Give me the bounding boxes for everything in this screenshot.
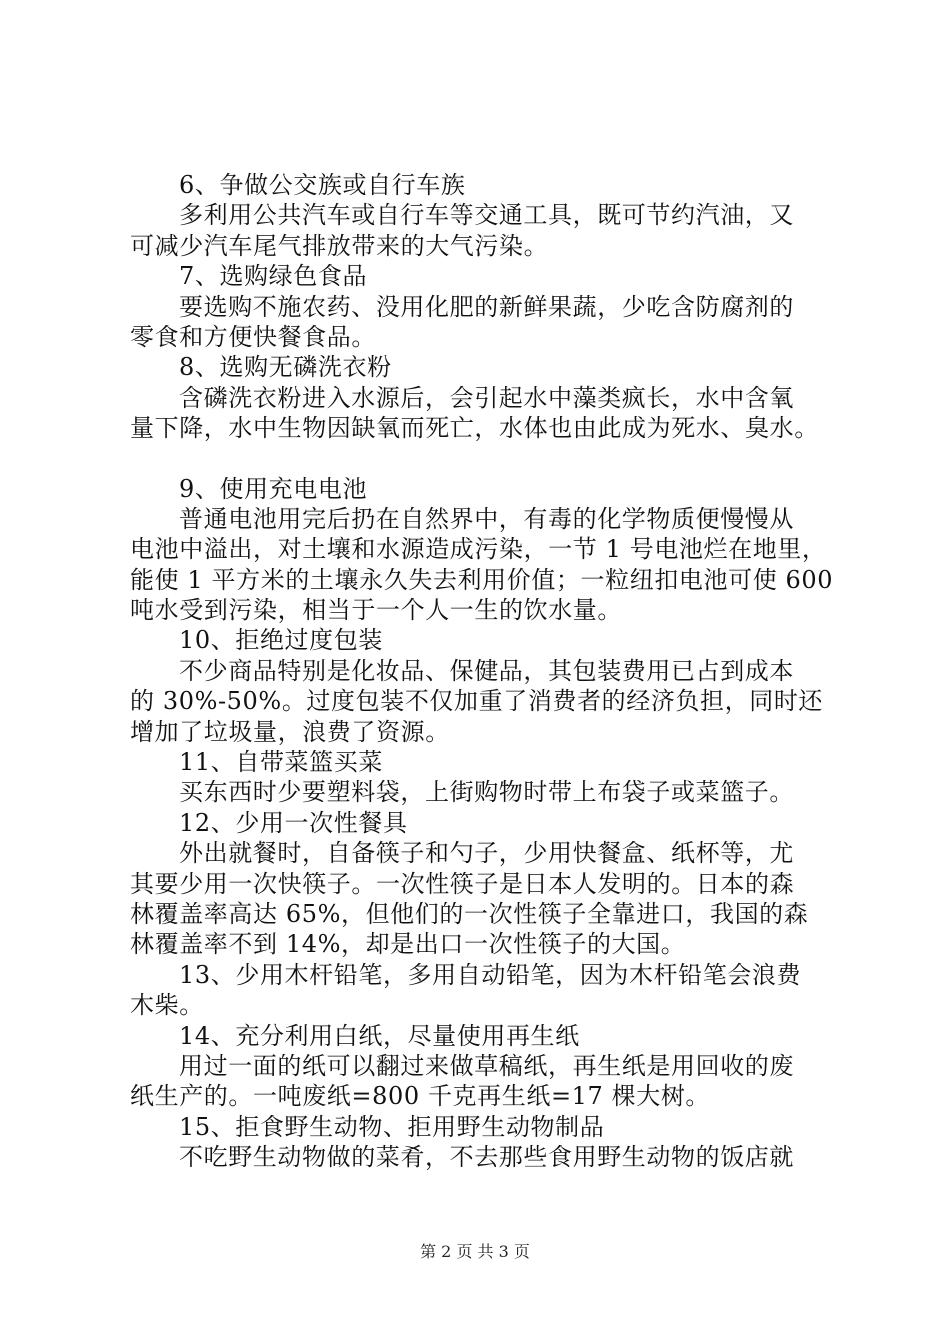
paragraph-line: 买东西时少要塑料袋，上街购物时带上布袋子或菜篮子。 xyxy=(179,778,794,807)
paragraph-line: 用过一面的纸可以翻过来做草稿纸，再生纸是用回收的废 xyxy=(179,1051,794,1080)
heading-6: 6、争做公交族或自行车族 xyxy=(179,171,466,199)
paragraph-line: 林覆盖率不到 14%，却是出口一次性筷子的大国。 xyxy=(130,930,686,959)
heading-12: 12、少用一次性餐具 xyxy=(179,808,408,837)
paragraph-line: 吨水受到污染，相当于一个人一生的饮水量。 xyxy=(130,596,622,625)
heading-10: 10、拒绝过度包装 xyxy=(179,626,383,655)
document-body xyxy=(130,170,835,1173)
paragraph-line: 其要少用一次快筷子。一次性筷子是日本人发明的。日本的森 xyxy=(130,869,795,898)
paragraph-line: 多利用公共汽车或自行车等交通工具，既可节约汽油，又 xyxy=(179,201,794,230)
paragraph-line: 木柴。 xyxy=(130,991,204,1020)
paragraph-line: 增加了垃圾量，浪费了资源。 xyxy=(130,717,450,746)
paragraph-line: 普通电池用完后扔在自然界中，有毒的化学物质便慢慢从 xyxy=(179,504,794,533)
heading-8: 8、选购无磷洗衣粉 xyxy=(179,353,392,382)
heading-9: 9、使用充电电池 xyxy=(179,474,368,503)
heading-7: 7、选购绿色食品 xyxy=(179,262,368,291)
paragraph-gap xyxy=(130,444,835,474)
paragraph-line: 不吃野生动物做的菜肴，不去那些食用野生动物的饭店就 xyxy=(179,1143,794,1172)
heading-13: 13、少用木杆铅笔，多用自动铅笔，因为木杆铅笔会浪费 xyxy=(179,960,802,989)
paragraph-line: 的 30%-50%。过度包装不仅加重了消费者的经济负担，同时还 xyxy=(130,687,824,716)
paragraph-line: 纸生产的。一吨废纸=800 千克再生纸=17 棵大树。 xyxy=(130,1082,711,1111)
heading-15: 15、拒食野生动物、拒用野生动物制品 xyxy=(179,1112,605,1141)
paragraph-line: 林覆盖率高达 65%，但他们的一次性筷子全靠进口，我国的森 xyxy=(130,899,809,928)
paragraph-line: 能使 1 平方米的土壤永久失去利用价值；一粒纽扣电池可使 600 xyxy=(130,565,834,594)
paragraph-line: 零食和方便快餐食品。 xyxy=(130,322,376,351)
paragraph-line: 外出就餐时，自备筷子和勺子，少用快餐盒、纸杯等，尤 xyxy=(179,839,794,868)
paragraph-line: 可减少汽车尾气排放带来的大气污染。 xyxy=(130,231,549,260)
paragraph-line: 不少商品特别是化妆品、保健品，其包装费用已占到成本 xyxy=(179,656,794,685)
heading-11: 11、自带菜篮买菜 xyxy=(179,748,383,777)
paragraph-line: 要选购不施农药、没用化肥的新鲜果蔬，少吃含防腐剂的 xyxy=(179,292,794,321)
paragraph-line: 含磷洗衣粉进入水源后，会引起水中藻类疯长，水中含氧 xyxy=(179,383,794,412)
paragraph-line: 量下降，水中生物因缺氧而死亡，水体也由此成为死水、臭水。 xyxy=(130,414,819,443)
paragraph-line: 电池中溢出，对土壤和水源造成污染，一节 1 号电池烂在地里， xyxy=(130,535,827,564)
page-footer: 第 2 页 共 3 页 xyxy=(420,1242,530,1261)
heading-14: 14、充分利用白纸，尽量使用再生纸 xyxy=(179,1021,580,1050)
